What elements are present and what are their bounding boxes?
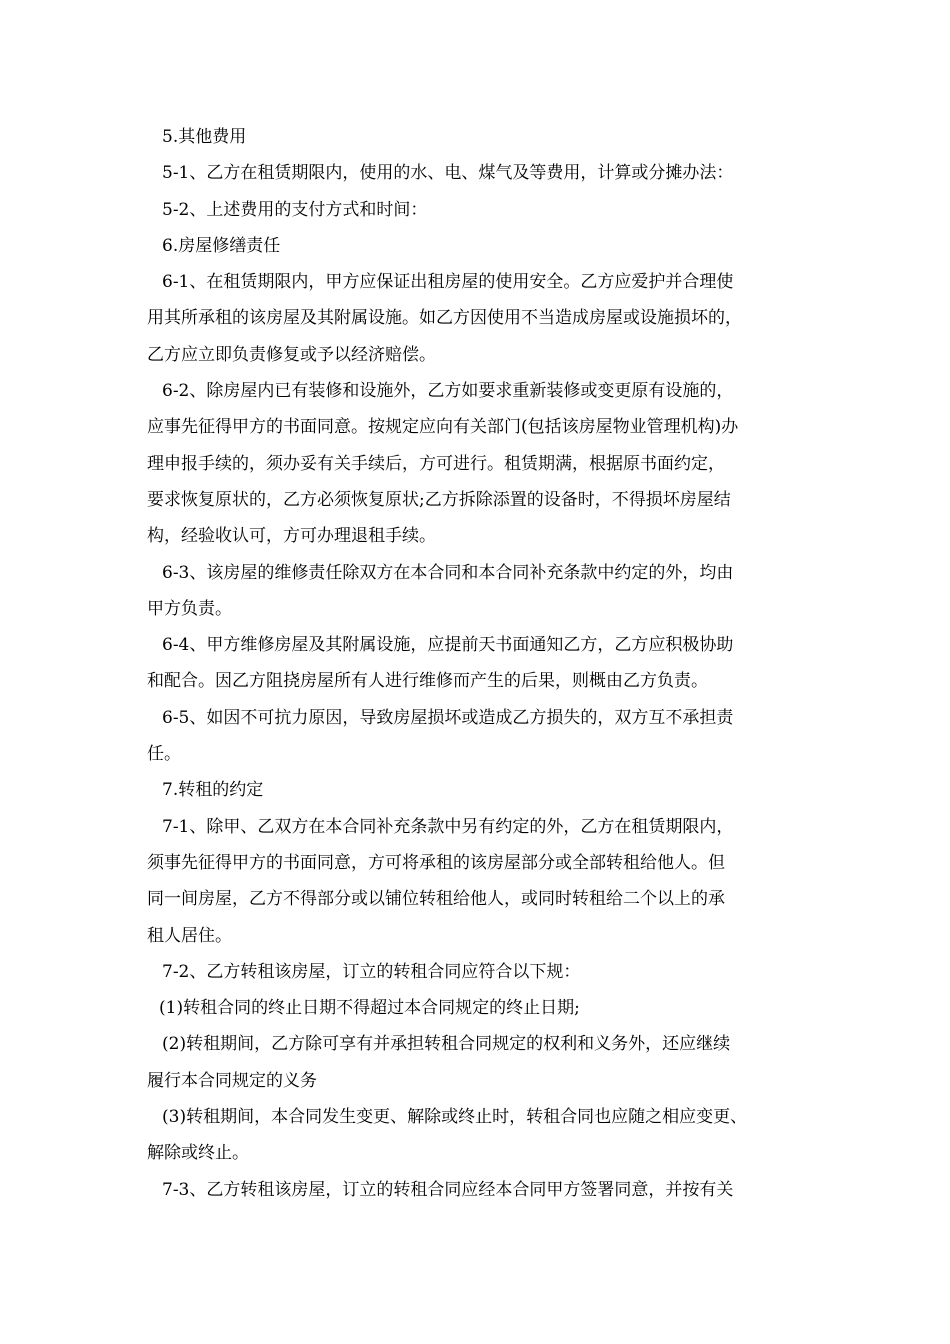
clause-line: 用其所承租的该房屋及其附属设施。如乙方因使用不当造成房屋或设施损坏的， bbox=[147, 308, 742, 329]
clause-line: 须事先征得甲方的书面同意，方可将承租的该房屋部分或全部转租给他人。但 bbox=[147, 852, 725, 873]
clause-line: 甲方负责。 bbox=[147, 598, 232, 619]
clause-line: 5-1、乙方在租赁期限内，使用的水、电、煤气及等费用，计算或分摊办法： bbox=[162, 163, 734, 184]
clause-line: 7-1、除甲、乙双方在本合同补充条款中另有约定的外，乙方在租赁期限内， bbox=[162, 816, 734, 837]
clause-line: 履行本合同规定的义务 bbox=[147, 1070, 317, 1091]
section-heading: 5.其他费用 bbox=[162, 127, 247, 147]
clause-line: 构，经验收认可，方可办理退租手续。 bbox=[147, 526, 436, 547]
clause-line: 6-5、如因不可抗力原因，导致房屋损坏或造成乙方损失的，双方互不承担责 bbox=[162, 707, 734, 728]
clause-line: 6-1、在租赁期限内，甲方应保证出租房屋的使用安全。乙方应爱护并合理使 bbox=[162, 272, 734, 293]
clause-line: (1)转租合同的终止日期不得超过本合同规定的终止日期; bbox=[159, 998, 580, 1019]
clause-line: 理申报手续的，须办妥有关手续后，方可进行。租赁期满，根据原书面约定， bbox=[147, 453, 725, 474]
clause-line: 乙方应立即负责修复或予以经济赔偿。 bbox=[147, 344, 436, 365]
clause-line: 租人居住。 bbox=[147, 925, 232, 946]
clause-line: 6-3、该房屋的维修责任除双方在本合同和本合同补充条款中约定的外，均由 bbox=[162, 562, 734, 583]
clause-line: 应事先征得甲方的书面同意。按规定应向有关部门(包括该房屋物业管理机构)办 bbox=[147, 417, 739, 438]
section-heading: 7.转租的约定 bbox=[162, 780, 264, 801]
clause-line: 要求恢复原状的，乙方必须恢复原状;乙方拆除添置的设备时，不得损坏房屋结 bbox=[147, 489, 731, 510]
clause-line: 5-2、上述费用的支付方式和时间： bbox=[162, 199, 428, 220]
clause-line: 7-3、乙方转租该房屋，订立的转租合同应经本合同甲方签署同意，并按有关 bbox=[162, 1179, 734, 1200]
clause-line: 6-4、甲方维修房屋及其附属设施，应提前天书面通知乙方，乙方应积极协助 bbox=[162, 635, 734, 656]
clause-line: 7-2、乙方转租该房屋，订立的转租合同应符合以下规： bbox=[162, 961, 581, 982]
clause-line: (3)转租期间，本合同发生变更、解除或终止时，转租合同也应随之相应变更、 bbox=[162, 1107, 748, 1128]
clause-line: 任。 bbox=[147, 744, 181, 765]
clause-line: 同一间房屋，乙方不得部分或以铺位转租给他人，或同时转租给二个以上的承 bbox=[147, 889, 725, 910]
clause-line: (2)转租期间，乙方除可享有并承担转租合同规定的权利和义务外，还应继续 bbox=[162, 1034, 731, 1055]
clause-line: 6-2、除房屋内已有装修和设施外，乙方如要求重新装修或变更原有设施的， bbox=[162, 381, 734, 402]
document-body bbox=[147, 119, 815, 1208]
clause-line: 解除或终止。 bbox=[147, 1143, 249, 1164]
clause-line: 和配合。因乙方阻挠房屋所有人进行维修而产生的后果，则概由乙方负责。 bbox=[147, 671, 708, 692]
section-heading: 6.房屋修缮责任 bbox=[162, 235, 281, 256]
